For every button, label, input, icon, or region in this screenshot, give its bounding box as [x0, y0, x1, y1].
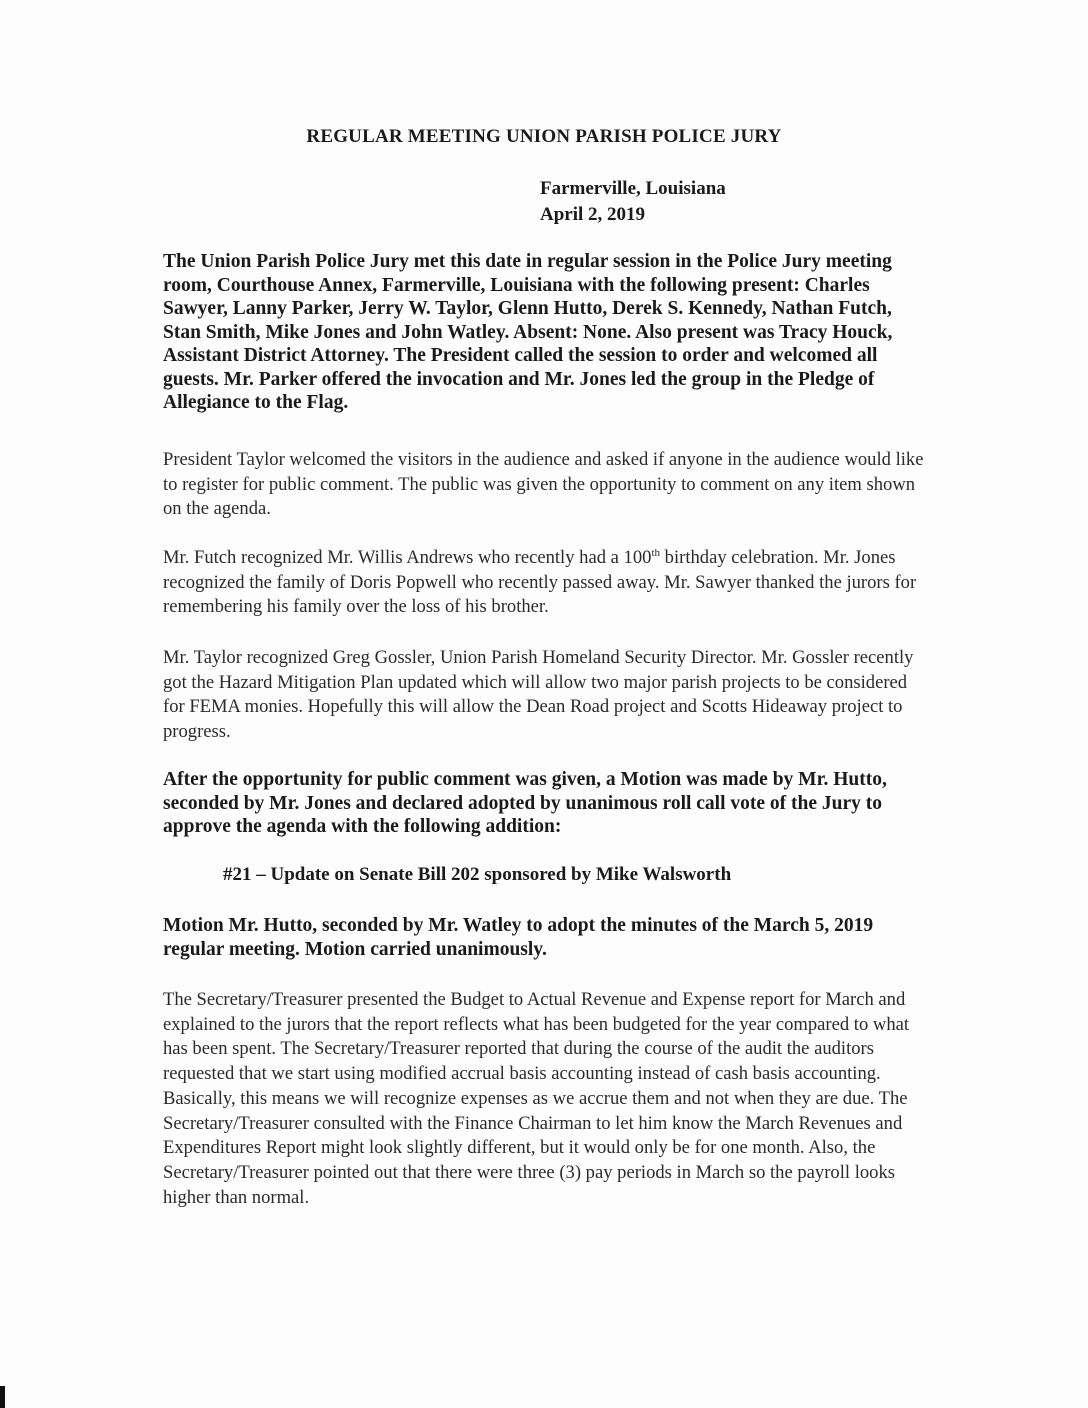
agenda-motion-paragraph: After the opportunity for public comment was given, a Motion was made by Mr. Hutto, seconded by Mr. Jones and declared adopted by unanimous roll call vote of the Jury to approve the agenda with the following addition: — [163, 769, 887, 837]
meeting-location-date — [540, 176, 726, 228]
document-title: REGULAR MEETING UNION PARISH POLICE JURY — [306, 126, 782, 147]
public-comment-paragraph: President Taylor welcomed the visitors in the audience and asked if anyone in the audience would like to register for public comment. The public was given the opportunity to comment on any item shown on the agenda. — [163, 449, 924, 520]
recognitions-text-end: birthday celebration. Mr. Jones recognized the family of Doris Popwell who recently passed away. Mr. Sawyer thanked the jurors for remembering his family over the loss of his brother. — [163, 547, 917, 618]
meeting-location: Farmerville, Louisiana — [540, 178, 726, 199]
homeland-security-paragraph: Mr. Taylor recognized Greg Gossler, Union Parish Homeland Security Director. Mr. Gossler recently got the Hazard Mitigation Plan updated which will allow two major parish projects to be considered for FEMA monies. Hopefully this will allow the Dean Road project and Scotts Hideaway project to progress. — [163, 647, 914, 743]
agenda-addition-item: #21 – Update on Senate Bill 202 sponsored by Mike Walsworth — [223, 864, 732, 885]
recognitions-paragraph — [163, 546, 933, 620]
ordinal-suffix: th — [651, 546, 661, 559]
budget-report-paragraph: The Secretary/Treasurer presented the Budget to Actual Revenue and Expense report for March and explained to the jurors that the report reflects what has been budgeted for the year compared to what has been spent. The Secretary/Treasurer reported that during the course of the audit the auditors requested that we start using modified accrual basis accounting instead of cash basis accounting. Basically, this means we will recognize expenses as we accrue them and not when they are due. The Secretary/Treasurer consulted with the Finance Chairman to let him know the March Revenues and Expenditures Report might look slightly different, but it would only be for one month. Also, the Secretary/Treasurer pointed out that there were three (3) pay periods in March so the payroll looks higher than normal. — [163, 989, 910, 1208]
recognitions-text-start: Mr. Futch recognized Mr. Willis Andrews who recently had a 100 — [163, 547, 652, 568]
meeting-date: April 2, 2019 — [540, 204, 646, 225]
scan-edge-mark — [0, 1386, 5, 1408]
attendance-paragraph: The Union Parish Police Jury met this date in regular session in the Police Jury meeting room, Courthouse Annex, Farmerville, Louisiana with the following present: Charles Sawyer, Lanny Parker, Jerry W. Taylor, Glenn Hutto, Derek S. Kennedy, Nathan Futch, Stan Smith, Mike Jones and John Watley. Absent: None. Also present was Tracy Houck, Assistant District Attorney. The President called the session to order and welcomed all guests. Mr. Parker offered the invocation and Mr. Jones led the group in the Pledge of Allegiance to the Flag. — [163, 251, 893, 413]
minutes-motion-paragraph: Motion Mr. Hutto, seconded by Mr. Watley to adopt the minutes of the March 5, 2019 regular meeting. Motion carried unanimously. — [163, 915, 874, 960]
